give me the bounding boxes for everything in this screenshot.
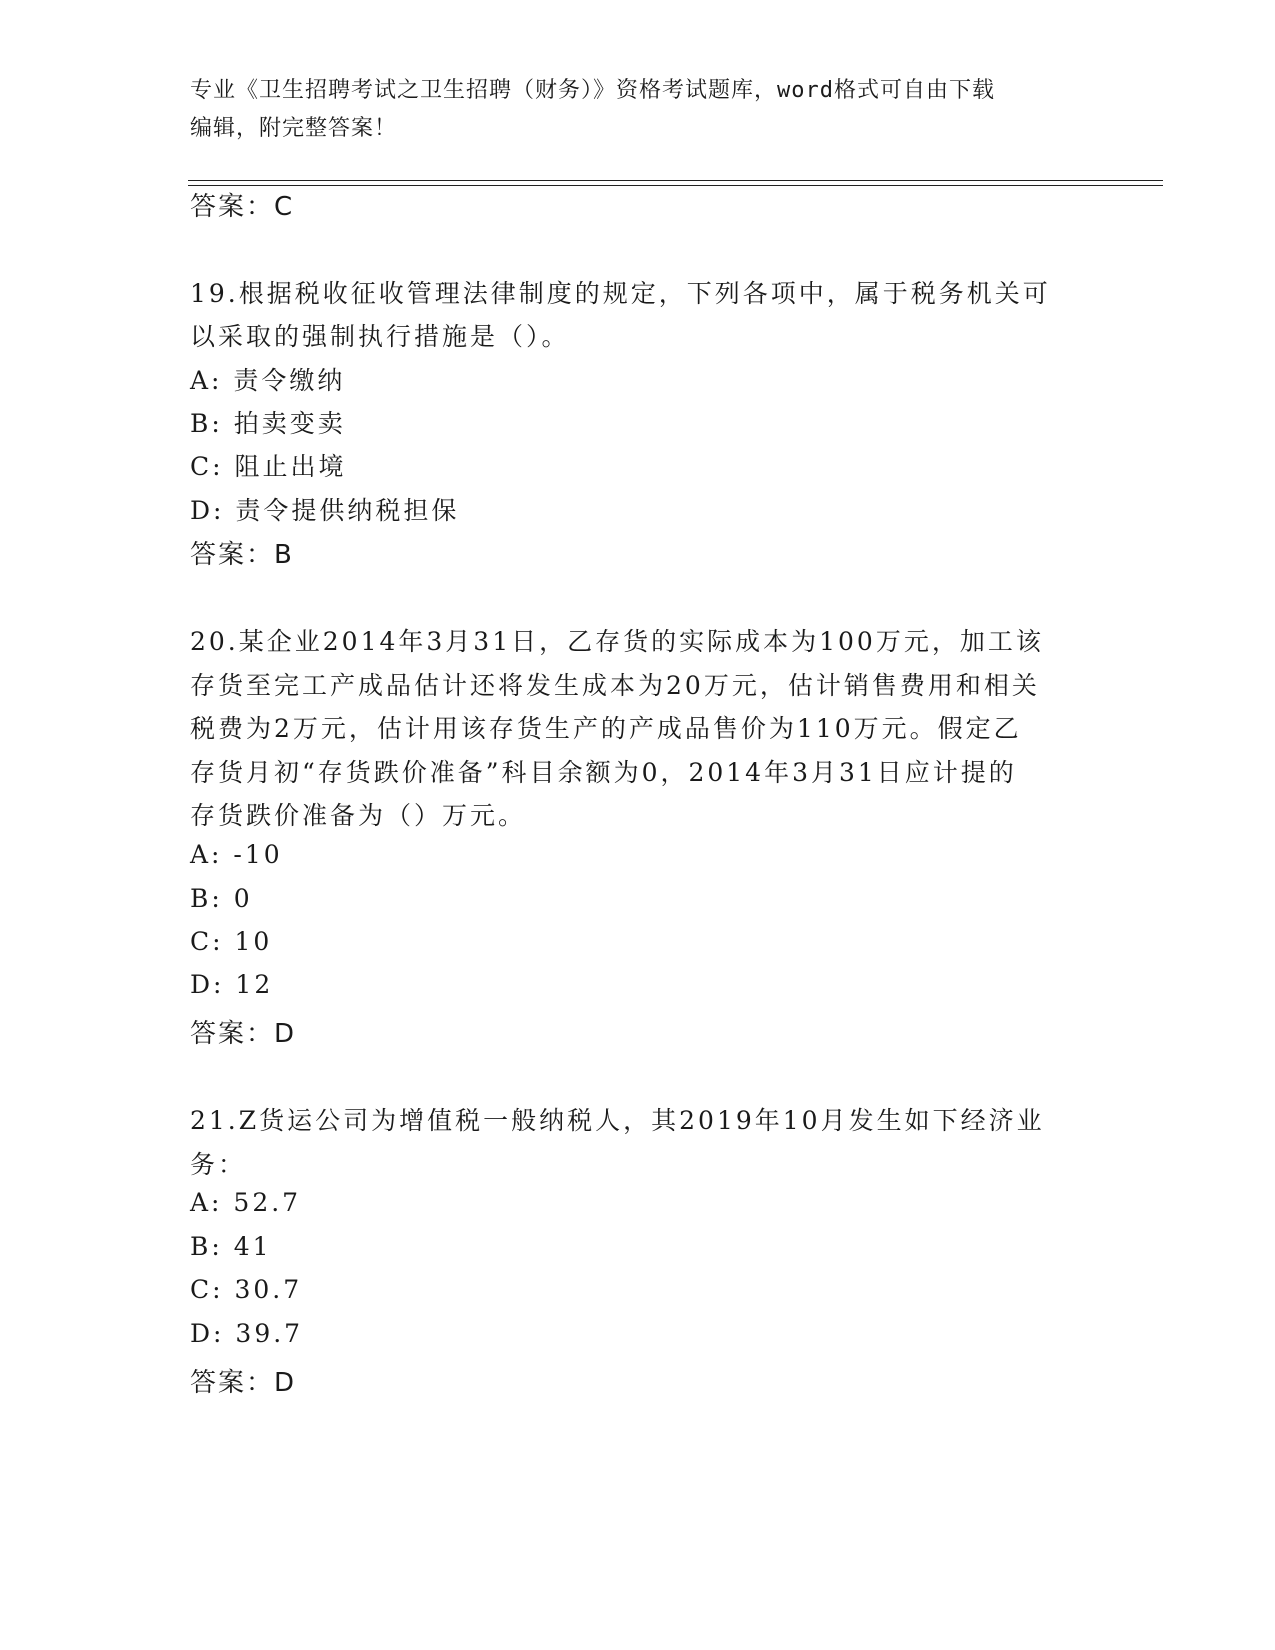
q21-stem-line-1: 21.Z货运公司为增值税一般纳税人，其2019年10月发生如下经济业 (190, 1106, 1045, 1135)
q19-option-c: C: 阻止出境 (190, 452, 347, 481)
q21-stem-line-2: 务： (190, 1150, 247, 1179)
q20-stem-line-2: 存货至完工产成品估计还将发生成本为20万元，估计销售费用和相关 (190, 671, 1040, 700)
q20-option-d: D: 12 (190, 970, 274, 999)
q19-option-a: A: 责令缴纳 (190, 366, 346, 395)
q21-option-c: C: 30.7 (190, 1275, 303, 1304)
answer-previous: 答案：C (190, 192, 295, 222)
header-divider-top (188, 180, 1163, 181)
document-header (190, 72, 1090, 148)
q20-option-b: B: 0 (190, 884, 253, 913)
q19-option-b: B: 拍卖变卖 (190, 409, 346, 438)
q20-answer: 答案：D (190, 1019, 297, 1049)
q20-stem-line-4: 存货月初“存货跌价准备”科目余额为0，2014年3月31日应计提的 (190, 758, 1017, 787)
q20-stem-line-1: 20.某企业2014年3月31日，乙存货的实际成本为100万元，加工该 (190, 627, 1044, 656)
header-divider-bottom (188, 185, 1163, 186)
q19-stem-line-2: 以采取的强制执行措施是（）。 (190, 322, 570, 351)
q21-option-b: B: 41 (190, 1232, 272, 1261)
q20-option-a: A: -10 (190, 840, 283, 869)
q21-option-d: D: 39.7 (190, 1319, 304, 1348)
q20-stem-line-3: 税费为2万元，估计用该存货生产的产成品售价为110万元。假定乙 (190, 714, 1022, 743)
header-line-2: 编辑，附完整答案！ (190, 116, 398, 141)
q20-stem-line-5: 存货跌价准备为（）万元。 (190, 801, 527, 830)
q19-option-d: D: 责令提供纳税担保 (190, 496, 460, 525)
q19-stem-line-1: 19.根据税收征收管理法律制度的规定，下列各项中，属于税务机关可 (190, 279, 1051, 308)
q21-answer: 答案：D (190, 1368, 297, 1398)
q19-answer: 答案：B (190, 540, 294, 570)
q20-option-c: C: 10 (190, 927, 273, 956)
q21-option-a: A: 52.7 (190, 1188, 302, 1217)
header-line-1: 专业《卫生招聘考试之卫生招聘（财务）》资格考试题库，word格式可自由下载 (190, 78, 995, 103)
